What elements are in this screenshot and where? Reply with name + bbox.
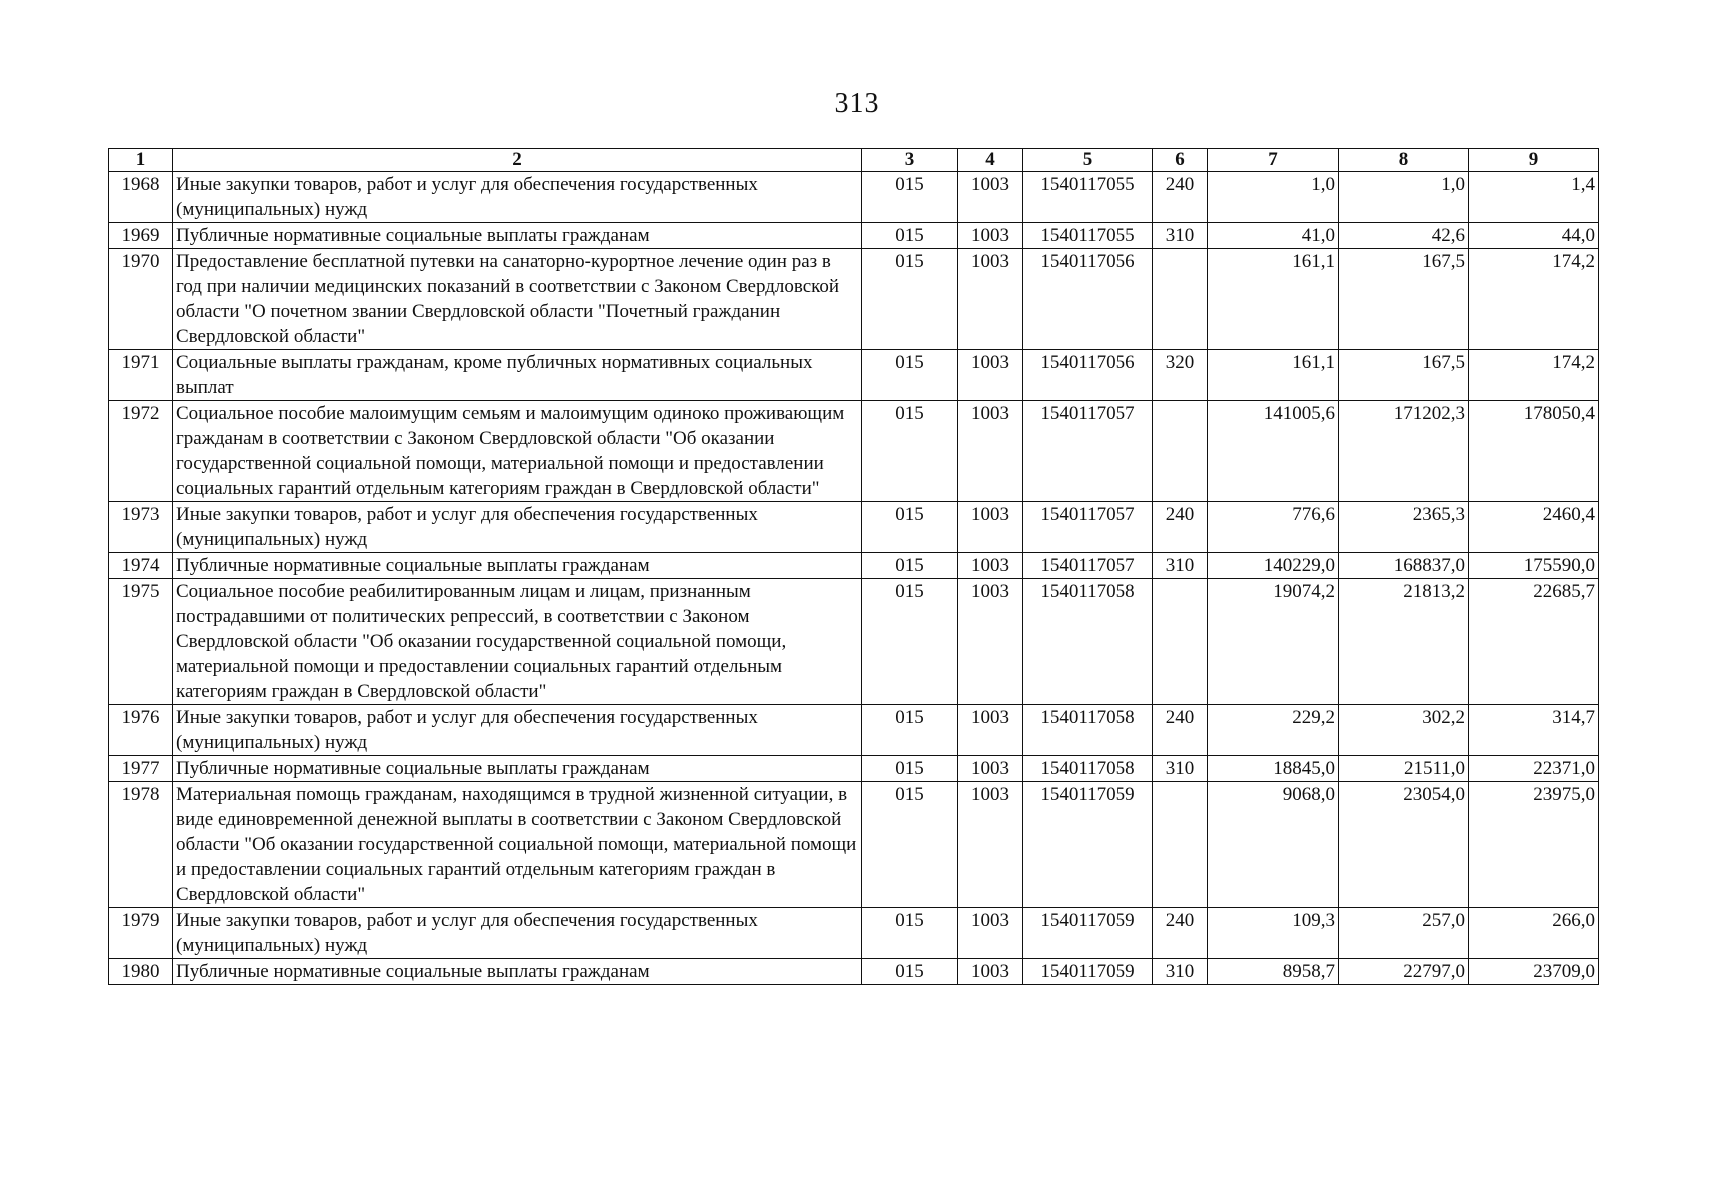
- code-3-cell: 015: [862, 705, 958, 756]
- code-6-cell: [1153, 782, 1208, 908]
- table-row: [109, 756, 1599, 782]
- code-3-cell: 015: [862, 350, 958, 401]
- amount-8-cell: 302,2: [1339, 705, 1469, 756]
- code-3-cell: 015: [862, 502, 958, 553]
- amount-9-cell: 175590,0: [1469, 553, 1599, 579]
- row-number-cell: 1976: [109, 705, 173, 756]
- table-body: [109, 172, 1599, 985]
- table-row: [109, 172, 1599, 223]
- code-5-cell: 1540117059: [1023, 782, 1153, 908]
- code-3-cell: 015: [862, 782, 958, 908]
- code-6-cell: 310: [1153, 959, 1208, 985]
- table-row: [109, 401, 1599, 502]
- amount-7-cell: 161,1: [1208, 249, 1339, 350]
- code-4-cell: 1003: [958, 401, 1023, 502]
- code-6-cell: 310: [1153, 756, 1208, 782]
- code-6-cell: 240: [1153, 172, 1208, 223]
- amount-9-cell: 178050,4: [1469, 401, 1599, 502]
- page-number: 313: [834, 88, 880, 119]
- table-row: [109, 959, 1599, 985]
- description-cell: Публичные нормативные социальные выплаты гражданам: [173, 553, 862, 579]
- table-row: [109, 223, 1599, 249]
- table-row: [109, 502, 1599, 553]
- amount-9-cell: 22371,0: [1469, 756, 1599, 782]
- table-row: [109, 908, 1599, 959]
- column-header: 8: [1339, 149, 1469, 172]
- amount-9-cell: 314,7: [1469, 705, 1599, 756]
- amount-7-cell: 109,3: [1208, 908, 1339, 959]
- row-number-cell: 1978: [109, 782, 173, 908]
- code-4-cell: 1003: [958, 502, 1023, 553]
- table-row: [109, 553, 1599, 579]
- column-header: 5: [1023, 149, 1153, 172]
- description-cell: Иные закупки товаров, работ и услуг для обеспечения государственных (муниципальных) нужд: [173, 502, 862, 553]
- amount-9-cell: 23709,0: [1469, 959, 1599, 985]
- column-header: 6: [1153, 149, 1208, 172]
- code-6-cell: 310: [1153, 553, 1208, 579]
- table-row: [109, 705, 1599, 756]
- code-3-cell: 015: [862, 756, 958, 782]
- code-4-cell: 1003: [958, 553, 1023, 579]
- table-row: [109, 579, 1599, 705]
- column-header: 3: [862, 149, 958, 172]
- description-cell: Иные закупки товаров, работ и услуг для обеспечения государственных (муниципальных) нужд: [173, 172, 862, 223]
- description-cell: Социальное пособие малоимущим семьям и малоимущим одиноко проживающим гражданам в соответствии с Законом Свердловской области "Об оказании государственной социальной помощи, материальной помощи и предоставлении социальных гарантий отдельным категориям граждан в Свердловской области": [173, 401, 862, 502]
- code-3-cell: 015: [862, 401, 958, 502]
- amount-8-cell: 171202,3: [1339, 401, 1469, 502]
- description-cell: Публичные нормативные социальные выплаты гражданам: [173, 223, 862, 249]
- code-4-cell: 1003: [958, 579, 1023, 705]
- row-number-cell: 1968: [109, 172, 173, 223]
- amount-8-cell: 167,5: [1339, 249, 1469, 350]
- row-number-cell: 1969: [109, 223, 173, 249]
- code-6-cell: [1153, 401, 1208, 502]
- amount-8-cell: 1,0: [1339, 172, 1469, 223]
- code-5-cell: 1540117057: [1023, 553, 1153, 579]
- code-3-cell: 015: [862, 553, 958, 579]
- column-header: 4: [958, 149, 1023, 172]
- code-5-cell: 1540117058: [1023, 579, 1153, 705]
- row-number-cell: 1975: [109, 579, 173, 705]
- description-cell: Предоставление бесплатной путевки на санаторно-курортное лечение один раз в год при наличии медицинских показаний в соответствии с Законом Свердловской области "О почетном звании Свердловской области "Почетный гражданин Свердловской области": [173, 249, 862, 350]
- amount-7-cell: 9068,0: [1208, 782, 1339, 908]
- code-5-cell: 1540117055: [1023, 223, 1153, 249]
- description-cell: Публичные нормативные социальные выплаты гражданам: [173, 959, 862, 985]
- code-3-cell: 015: [862, 579, 958, 705]
- amount-9-cell: 1,4: [1469, 172, 1599, 223]
- header-row: [109, 149, 1599, 172]
- amount-9-cell: 23975,0: [1469, 782, 1599, 908]
- code-6-cell: 320: [1153, 350, 1208, 401]
- column-header: 7: [1208, 149, 1339, 172]
- amount-9-cell: 174,2: [1469, 249, 1599, 350]
- code-3-cell: 015: [862, 223, 958, 249]
- code-5-cell: 1540117057: [1023, 502, 1153, 553]
- amount-8-cell: 167,5: [1339, 350, 1469, 401]
- budget-table: [108, 148, 1599, 985]
- amount-9-cell: 266,0: [1469, 908, 1599, 959]
- amount-7-cell: 776,6: [1208, 502, 1339, 553]
- table-row: [109, 350, 1599, 401]
- code-4-cell: 1003: [958, 908, 1023, 959]
- row-number-cell: 1974: [109, 553, 173, 579]
- description-cell: Иные закупки товаров, работ и услуг для обеспечения государственных (муниципальных) нужд: [173, 908, 862, 959]
- amount-7-cell: 18845,0: [1208, 756, 1339, 782]
- amount-8-cell: 21511,0: [1339, 756, 1469, 782]
- amount-8-cell: 168837,0: [1339, 553, 1469, 579]
- code-3-cell: 015: [862, 908, 958, 959]
- code-6-cell: 310: [1153, 223, 1208, 249]
- amount-7-cell: 19074,2: [1208, 579, 1339, 705]
- row-number-cell: 1970: [109, 249, 173, 350]
- row-number-cell: 1971: [109, 350, 173, 401]
- amount-7-cell: 141005,6: [1208, 401, 1339, 502]
- code-4-cell: 1003: [958, 959, 1023, 985]
- code-3-cell: 015: [862, 249, 958, 350]
- amount-7-cell: 1,0: [1208, 172, 1339, 223]
- amount-9-cell: 174,2: [1469, 350, 1599, 401]
- code-4-cell: 1003: [958, 350, 1023, 401]
- code-4-cell: 1003: [958, 782, 1023, 908]
- code-6-cell: [1153, 249, 1208, 350]
- amount-7-cell: 161,1: [1208, 350, 1339, 401]
- amount-9-cell: 2460,4: [1469, 502, 1599, 553]
- amount-7-cell: 8958,7: [1208, 959, 1339, 985]
- code-5-cell: 1540117056: [1023, 249, 1153, 350]
- code-6-cell: 240: [1153, 502, 1208, 553]
- code-4-cell: 1003: [958, 705, 1023, 756]
- row-number-cell: 1977: [109, 756, 173, 782]
- description-cell: Социальное пособие реабилитированным лицам и лицам, признанным пострадавшими от политических репрессий, в соответствии с Законом Свердловской области "Об оказании государственной социальной помощи, материальной помощи и предоставлении социальных гарантий отдельным категориям граждан в Свердловской области": [173, 579, 862, 705]
- code-4-cell: 1003: [958, 172, 1023, 223]
- row-number-cell: 1980: [109, 959, 173, 985]
- amount-8-cell: 2365,3: [1339, 502, 1469, 553]
- description-cell: Социальные выплаты гражданам, кроме публичных нормативных социальных выплат: [173, 350, 862, 401]
- code-5-cell: 1540117059: [1023, 959, 1153, 985]
- column-header: 9: [1469, 149, 1599, 172]
- code-5-cell: 1540117057: [1023, 401, 1153, 502]
- table-row: [109, 249, 1599, 350]
- code-6-cell: 240: [1153, 908, 1208, 959]
- code-5-cell: 1540117059: [1023, 908, 1153, 959]
- row-number-cell: 1973: [109, 502, 173, 553]
- amount-7-cell: 229,2: [1208, 705, 1339, 756]
- amount-9-cell: 44,0: [1469, 223, 1599, 249]
- description-cell: Материальная помощь гражданам, находящимся в трудной жизненной ситуации, в виде единовременной денежной выплаты в соответствии с Законом Свердловской области "Об оказании государственной социальной помощи, материальной помощи и предоставлении социальных гарантий отдельным категориям граждан в Свердловской области": [173, 782, 862, 908]
- code-6-cell: [1153, 579, 1208, 705]
- code-5-cell: 1540117058: [1023, 705, 1153, 756]
- code-6-cell: 240: [1153, 705, 1208, 756]
- amount-7-cell: 41,0: [1208, 223, 1339, 249]
- amount-8-cell: 21813,2: [1339, 579, 1469, 705]
- amount-8-cell: 42,6: [1339, 223, 1469, 249]
- code-5-cell: 1540117058: [1023, 756, 1153, 782]
- row-number-cell: 1972: [109, 401, 173, 502]
- code-5-cell: 1540117055: [1023, 172, 1153, 223]
- table-row: [109, 782, 1599, 908]
- description-cell: Иные закупки товаров, работ и услуг для обеспечения государственных (муниципальных) нужд: [173, 705, 862, 756]
- amount-8-cell: 23054,0: [1339, 782, 1469, 908]
- code-4-cell: 1003: [958, 223, 1023, 249]
- amount-8-cell: 22797,0: [1339, 959, 1469, 985]
- amount-9-cell: 22685,7: [1469, 579, 1599, 705]
- code-3-cell: 015: [862, 959, 958, 985]
- amount-7-cell: 140229,0: [1208, 553, 1339, 579]
- code-4-cell: 1003: [958, 249, 1023, 350]
- description-cell: Публичные нормативные социальные выплаты гражданам: [173, 756, 862, 782]
- amount-8-cell: 257,0: [1339, 908, 1469, 959]
- column-header: 2: [173, 149, 862, 172]
- code-3-cell: 015: [862, 172, 958, 223]
- row-number-cell: 1979: [109, 908, 173, 959]
- code-5-cell: 1540117056: [1023, 350, 1153, 401]
- column-header: 1: [109, 149, 173, 172]
- code-4-cell: 1003: [958, 756, 1023, 782]
